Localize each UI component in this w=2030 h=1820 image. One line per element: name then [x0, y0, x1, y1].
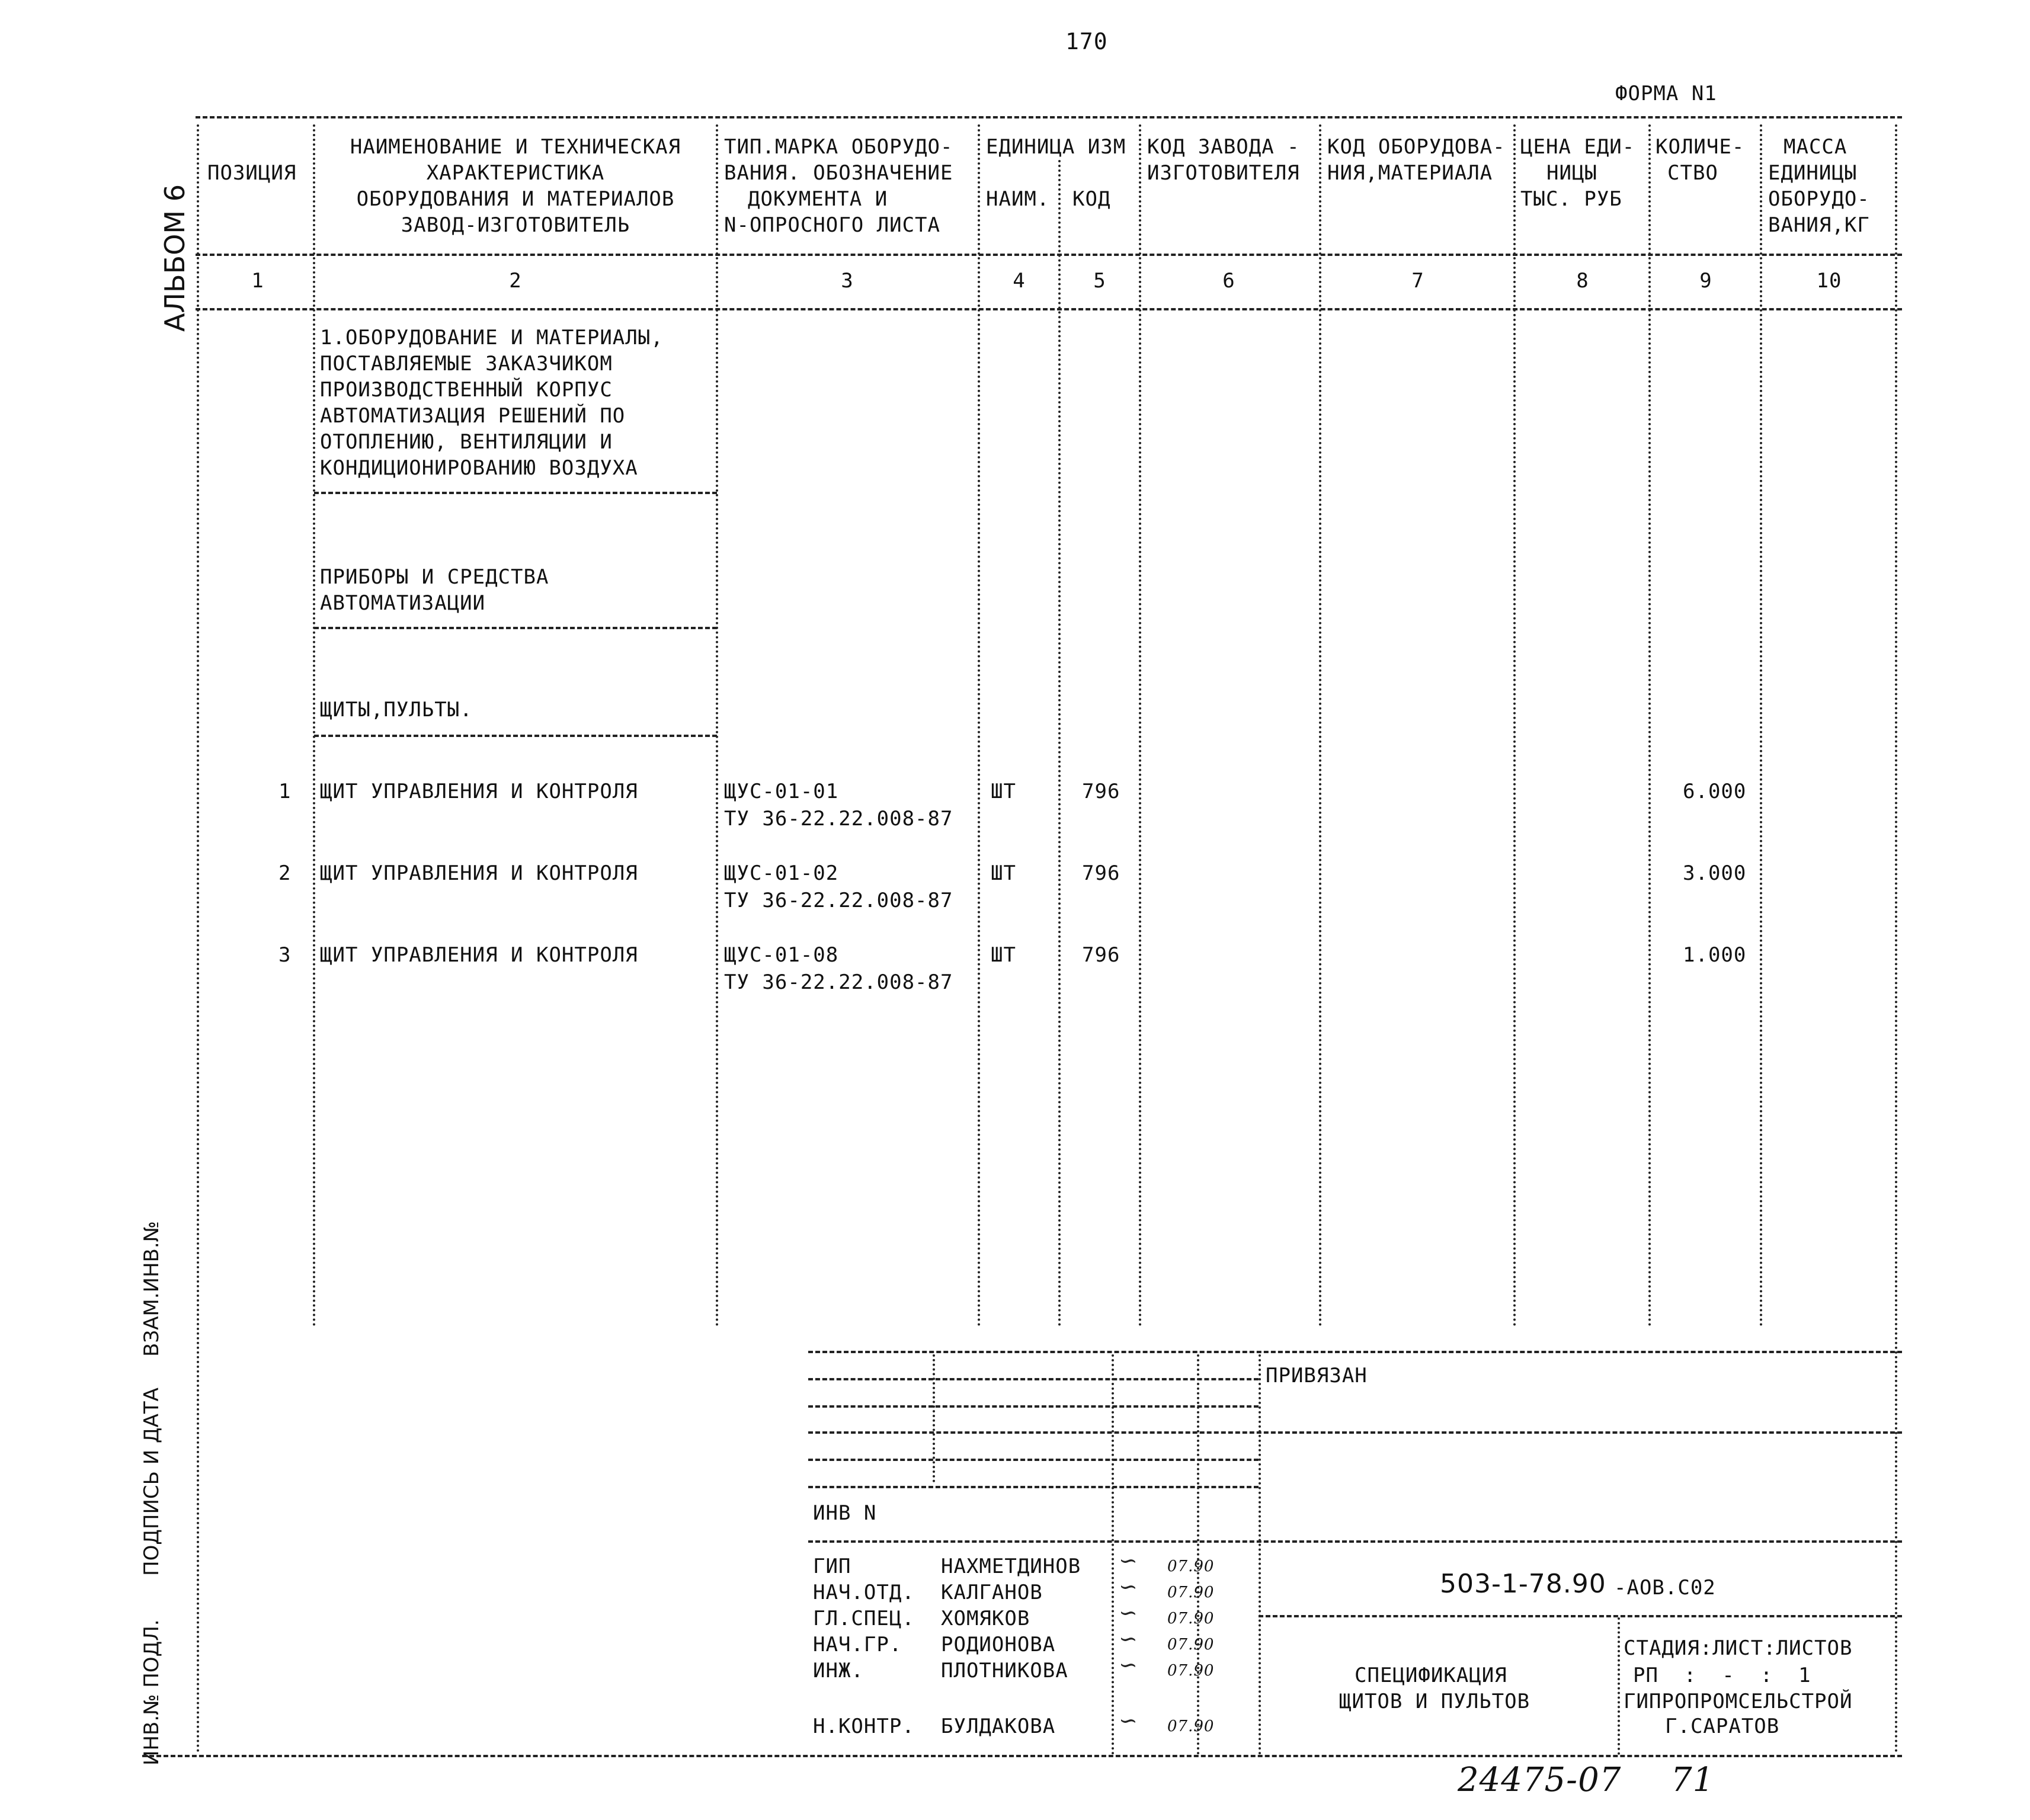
header-col9-line1: КОЛИЧЕ-: [1656, 135, 1745, 159]
row1-name: ЩИТ УПРАВЛЕНИЯ И КОНТРОЛЯ: [320, 780, 638, 803]
row1-mark: ЩУС-01-01: [724, 780, 839, 803]
signature-mark: ∽: [1119, 1652, 1138, 1678]
titleblock-line: [808, 1405, 1259, 1408]
header-col8-line3: ТЫС. РУБ: [1520, 187, 1622, 211]
header-col10-line3: ОБОРУДО-: [1768, 187, 1870, 211]
col-separator: [978, 124, 980, 1327]
header-col1: ПОЗИЦИЯ: [207, 161, 297, 185]
row3-unit: ШТ: [991, 943, 1016, 967]
header-col8-line2: НИЦЫ: [1546, 161, 1597, 185]
header-col10-line4: ВАНИЯ,КГ: [1768, 213, 1870, 237]
titleblock-top-border: [808, 1351, 1902, 1353]
col-separator: [1513, 124, 1516, 1327]
header-col7-line1: КОД ОБОРУДОВА-: [1327, 135, 1506, 159]
organization-name: ГИПРОПРОМСЕЛЬСТРОЙ: [1624, 1690, 1853, 1713]
header-col2-line1: НАИМЕНОВАНИЕ И ТЕХНИЧЕСКАЯ: [350, 135, 681, 159]
colnum-1: 1: [251, 269, 264, 293]
colnum-5: 5: [1093, 269, 1106, 293]
row2-unit: ШТ: [991, 861, 1016, 885]
header-col3-line3: ДОКУМЕНТА И: [748, 187, 888, 211]
row3-qty: 1.000: [1683, 943, 1747, 967]
person-date: 07.90: [1167, 1636, 1215, 1654]
document-title-line1: СПЕЦИФИКАЦИЯ: [1355, 1664, 1507, 1687]
titleblock-separator: [1259, 1354, 1261, 1755]
row2-doc: ТУ 36-22.22.008-87: [724, 889, 953, 912]
document-code: 503-1-78.90: [1440, 1569, 1606, 1599]
person-role: Н.КОНТР.: [813, 1715, 915, 1738]
side-album-label: АЛЬБОМ 6: [159, 184, 191, 332]
section2-line1: ПРИБОРЫ И СРЕДСТВА: [320, 565, 549, 589]
colnum-10: 10: [1816, 269, 1842, 293]
colnum-8: 8: [1576, 269, 1589, 293]
row1-code: 796: [1082, 780, 1120, 803]
section1-line2: ПОСТАВЛЯЕМЫЕ ЗАКАЗЧИКОМ: [320, 352, 613, 376]
person-role: ГЛ.СПЕЦ.: [813, 1607, 915, 1630]
document-title-line2: ЩИТОВ И ПУЛЬТОВ: [1339, 1690, 1530, 1713]
side-podpis-data: ПОДПИСЬ И ДАТА: [140, 1388, 164, 1576]
titleblock-line: [808, 1378, 1259, 1380]
row1-qty: 6.000: [1683, 780, 1747, 803]
row3-code: 796: [1082, 943, 1120, 967]
col-separator: [1760, 124, 1762, 1327]
archive-sheet: 71: [1671, 1761, 1715, 1799]
person-date: 07.90: [1167, 1610, 1215, 1627]
page-number: 170: [1065, 28, 1108, 55]
form-label: ФОРМА N1: [1615, 82, 1717, 105]
privyazan-label: ПРИВЯЗАН: [1266, 1364, 1368, 1388]
header-bottom-border: [196, 254, 1902, 256]
person-date: 07.90: [1167, 1662, 1215, 1680]
stage-header: СТАДИЯ:ЛИСТ:ЛИСТОВ: [1624, 1636, 1853, 1660]
header-col2-line4: ЗАВОД-ИЗГОТОВИТЕЛЬ: [401, 213, 630, 237]
colnum-9: 9: [1699, 269, 1712, 293]
titleblock-line: [808, 1486, 1259, 1488]
signature-mark: ∽: [1119, 1626, 1138, 1652]
header-col3-line2: ВАНИЯ. ОБОЗНАЧЕНИЕ: [724, 161, 953, 185]
colnum-4: 4: [1013, 269, 1026, 293]
person-name: РОДИОНОВА: [941, 1633, 1056, 1656]
titleblock-separator: [1112, 1354, 1114, 1755]
signature-mark: ∽: [1119, 1547, 1138, 1574]
header-col8-line1: ЦЕНА ЕДИ-: [1520, 135, 1635, 159]
col-border-right: [1895, 124, 1897, 1754]
section1-line5: ОТОПЛЕНИЮ, ВЕНТИЛЯЦИИ И: [320, 430, 613, 454]
colnum-bottom-border: [196, 308, 1902, 310]
header-col10-line1: МАССА: [1784, 135, 1848, 159]
colnum-2: 2: [509, 269, 522, 293]
col-separator: [313, 124, 315, 1327]
person-role: ГИП: [813, 1555, 851, 1578]
row2-name: ЩИТ УПРАВЛЕНИЯ И КОНТРОЛЯ: [320, 861, 638, 885]
col-separator: [1139, 124, 1141, 1327]
col-separator: [1319, 124, 1321, 1327]
col-border-left: [197, 124, 199, 1754]
header-col7-line2: НИЯ,МАТЕРИАЛА: [1327, 161, 1493, 185]
row1-doc: ТУ 36-22.22.008-87: [724, 807, 953, 831]
section-divider: [314, 627, 717, 629]
section-divider: [314, 735, 717, 737]
titleblock-separator: [1618, 1617, 1620, 1755]
row3-mark: ЩУС-01-08: [724, 943, 839, 967]
col-separator: [1648, 124, 1651, 1327]
organization-city: Г.САРАТОВ: [1665, 1715, 1780, 1738]
person-name: КАЛГАНОВ: [941, 1581, 1043, 1604]
section1-line1: 1.ОБОРУДОВАНИЕ И МАТЕРИАЛЫ,: [320, 326, 664, 350]
person-name: БУЛДАКОВА: [941, 1715, 1056, 1738]
header-col9-line2: СТВО: [1667, 161, 1718, 185]
row1-pos: 1: [278, 780, 292, 803]
person-date: 07.90: [1167, 1584, 1215, 1601]
signature-mark: ∽: [1119, 1574, 1138, 1600]
header-col6-line1: КОД ЗАВОДА -: [1147, 135, 1300, 159]
titleblock-line: [808, 1459, 1259, 1461]
row2-pos: 2: [278, 861, 292, 885]
signature-mark: ∽: [1119, 1600, 1138, 1626]
person-role: ИНЖ.: [813, 1659, 864, 1683]
inv-n-label: ИНВ N: [813, 1501, 877, 1525]
archive-number: 24475-07: [1458, 1761, 1622, 1799]
section-divider: [314, 492, 717, 494]
table-bottom-border: [142, 1755, 1902, 1757]
section3-line1: ЩИТЫ,ПУЛЬТЫ.: [320, 698, 473, 722]
person-name: ПЛОТНИКОВА: [941, 1659, 1068, 1683]
header-col2-line3: ОБОРУДОВАНИЯ И МАТЕРИАЛОВ: [356, 187, 675, 211]
document-code-suffix: -АОВ.С02: [1614, 1576, 1716, 1600]
stage-values: РП : - : 1: [1633, 1664, 1811, 1687]
header-col6-line2: ИЗГОТОВИТЕЛЯ: [1147, 161, 1300, 185]
titleblock-line: [808, 1431, 1902, 1434]
col-separator: [1058, 160, 1061, 1327]
row2-mark: ЩУС-01-02: [724, 861, 839, 885]
person-name: ХОМЯКОВ: [941, 1607, 1030, 1630]
person-date: 07.90: [1167, 1558, 1215, 1575]
side-vzam-inv: ВЗАМ.ИНВ.№: [140, 1220, 164, 1357]
side-inv-podl: ИНВ.№ ПОДЛ.: [140, 1619, 164, 1765]
header-unit: ЕДИНИЦА ИЗМ: [986, 135, 1126, 159]
header-col3-line4: N-ОПРОСНОГО ЛИСТА: [724, 213, 940, 237]
person-date: 07.90: [1167, 1718, 1215, 1735]
signature-mark: ∽: [1119, 1707, 1138, 1734]
row2-qty: 3.000: [1683, 861, 1747, 885]
row2-code: 796: [1082, 861, 1120, 885]
person-role: НАЧ.ОТД.: [813, 1581, 915, 1604]
section2-line2: АВТОМАТИЗАЦИИ: [320, 591, 486, 615]
col-separator: [716, 124, 718, 1327]
header-col5: КОД: [1072, 187, 1111, 211]
colnum-7: 7: [1411, 269, 1424, 293]
person-name: НАХМЕТДИНОВ: [941, 1555, 1081, 1578]
header-col2-line2: ХАРАКТЕРИСТИКА: [426, 161, 605, 185]
colnum-3: 3: [841, 269, 854, 293]
titleblock-line: [1259, 1615, 1902, 1617]
row3-name: ЩИТ УПРАВЛЕНИЯ И КОНТРОЛЯ: [320, 943, 638, 967]
titleblock-line: [808, 1540, 1902, 1543]
header-col10-line2: ЕДИНИЦЫ: [1768, 161, 1858, 185]
header-col4: НАИМ.: [986, 187, 1050, 211]
colnum-6: 6: [1222, 269, 1235, 293]
row1-unit: ШТ: [991, 780, 1016, 803]
header-col3-line1: ТИП.МАРКА ОБОРУДО-: [724, 135, 953, 159]
section1-line6: КОНДИЦИОНИРОВАНИЮ ВОЗДУХА: [320, 456, 638, 480]
titleblock-separator: [933, 1354, 935, 1482]
section1-line4: АВТОМАТИЗАЦИЯ РЕШЕНИЙ ПО: [320, 404, 626, 428]
person-role: НАЧ.ГР.: [813, 1633, 902, 1656]
row3-doc: ТУ 36-22.22.008-87: [724, 970, 953, 994]
row3-pos: 3: [278, 943, 292, 967]
section1-line3: ПРОИЗВОДСТВЕННЫЙ КОРПУС: [320, 378, 613, 402]
table-top-border: [196, 116, 1902, 118]
